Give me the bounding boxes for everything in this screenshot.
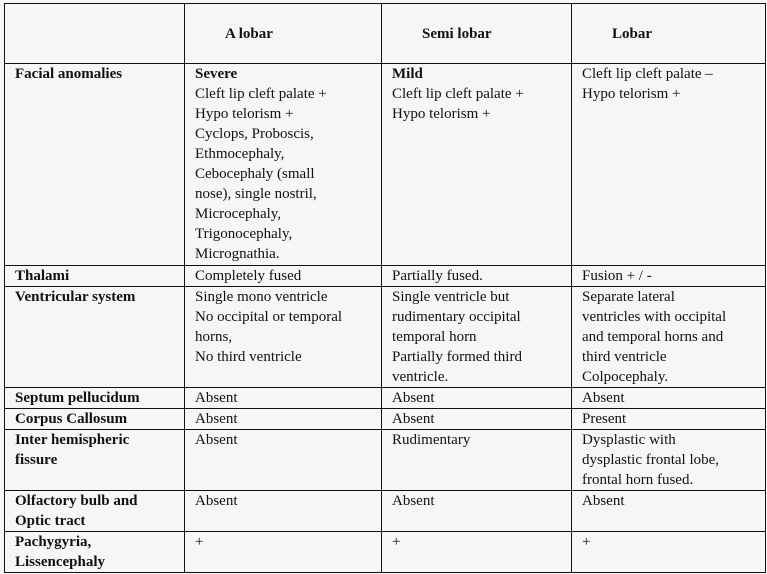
cell-alobar: Absent bbox=[185, 409, 382, 430]
cell-alobar: Absent bbox=[185, 388, 382, 409]
header-semilobar bbox=[382, 4, 572, 64]
cell-semilobar: Mild Cleft lip cleft palate + Hypo telorism + bbox=[382, 64, 572, 266]
cell-alobar: Single mono ventricle No occipital or temporal horns, No third ventricle bbox=[185, 287, 382, 388]
cell-semilobar: + bbox=[382, 532, 572, 573]
row-label: Inter hemispheric fissure bbox=[5, 430, 185, 491]
cell-lobar: Separate lateral ventricles with occipital and temporal horns and third ventricle Colpocephaly. bbox=[572, 287, 766, 388]
holoprosencephaly-comparison-table bbox=[4, 3, 766, 573]
row-label: Facial anomalies bbox=[5, 64, 185, 266]
cell-semilobar: Absent bbox=[382, 388, 572, 409]
row-label: Septum pellucidum bbox=[5, 388, 185, 409]
cell-alobar: Severe Cleft lip cleft palate + Hypo telorism + Cyclops, Proboscis, Ethmocephaly, Cebocephaly (small nose), single nostril, Microcephaly, Trigonocephaly, Micrognathia. bbox=[185, 64, 382, 266]
severity-label: Severe bbox=[195, 66, 238, 82]
cell-alobar: Completely fused bbox=[185, 266, 382, 287]
cell-semilobar: Single ventricle but rudimentary occipital temporal horn Partially formed third ventricle. bbox=[382, 287, 572, 388]
cell-lobar: Present bbox=[572, 409, 766, 430]
table-row-ventricular-system bbox=[5, 287, 766, 388]
cell-semilobar: Rudimentary bbox=[382, 430, 572, 491]
header-lobar-label: Lobar bbox=[612, 25, 653, 42]
header-row bbox=[5, 4, 766, 64]
cell-lobar: Dysplastic with dysplastic frontal lobe, frontal horn fused. bbox=[572, 430, 766, 491]
cell-lobar: Absent bbox=[572, 491, 766, 532]
table-row-thalami bbox=[5, 266, 766, 287]
table-row-facial-anomalies bbox=[5, 64, 766, 266]
table-row-pachygyria-lissencephaly bbox=[5, 532, 766, 573]
row-label: Pachygyria, Lissencephaly bbox=[5, 532, 185, 573]
row-label: Ventricular system bbox=[5, 287, 185, 388]
header-semilobar-label: Semi lobar bbox=[422, 25, 492, 42]
header-empty-cell bbox=[5, 4, 185, 64]
row-label: Olfactory bulb and Optic tract bbox=[5, 491, 185, 532]
header-alobar bbox=[185, 4, 382, 64]
table-row-inter-hemispheric-fissure bbox=[5, 430, 766, 491]
cell-lobar: Cleft lip cleft palate – Hypo telorism + bbox=[572, 64, 766, 266]
cell-semilobar: Absent bbox=[382, 409, 572, 430]
header-lobar bbox=[572, 4, 766, 64]
cell-lobar: + bbox=[572, 532, 766, 573]
cell-semilobar: Absent bbox=[382, 491, 572, 532]
table-row-olfactory-bulb-optic-tract bbox=[5, 491, 766, 532]
cell-alobar: Absent bbox=[185, 491, 382, 532]
cell-lobar: Fusion + / - bbox=[572, 266, 766, 287]
row-label: Thalami bbox=[5, 266, 185, 287]
header-alobar-label: A lobar bbox=[225, 25, 273, 42]
cell-alobar: Absent bbox=[185, 430, 382, 491]
row-label: Corpus Callosum bbox=[5, 409, 185, 430]
table-row-corpus-callosum bbox=[5, 409, 766, 430]
severity-label: Mild bbox=[392, 66, 423, 82]
cell-semilobar: Partially fused. bbox=[382, 266, 572, 287]
cell-lobar: Absent bbox=[572, 388, 766, 409]
table-row-septum-pellucidum bbox=[5, 388, 766, 409]
cell-alobar: + bbox=[185, 532, 382, 573]
